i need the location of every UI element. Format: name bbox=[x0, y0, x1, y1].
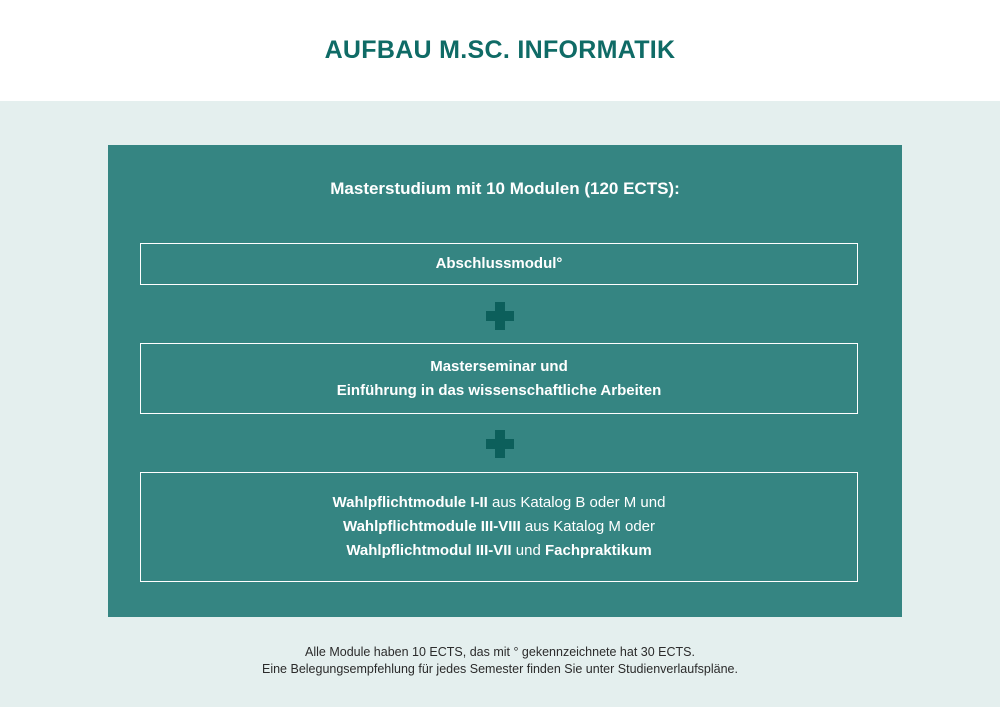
footnote bbox=[0, 644, 1000, 678]
wahlpflicht-line-3-mid: und bbox=[511, 542, 545, 559]
wahlpflicht-line-3-bold-2: Fachpraktikum bbox=[544, 542, 652, 559]
module-box-wahlpflicht bbox=[140, 472, 858, 582]
panel-heading: Masterstudium mit 10 Modulen (120 ECTS): bbox=[330, 179, 680, 198]
masterseminar-line-2: Einführung in das wissenschaftliche Arbeiten bbox=[336, 381, 662, 399]
wahlpflicht-line-2-bold: Wahlpflichtmodule III-VIII bbox=[342, 518, 521, 535]
wahlpflicht-line-1 bbox=[333, 491, 666, 515]
wahlpflicht-line-2 bbox=[343, 515, 655, 539]
abschlussmodul-label: Abschlussmodul° bbox=[435, 255, 563, 272]
module-box-masterseminar bbox=[140, 343, 858, 414]
page-title: AUFBAU M.SC. INFORMATIK bbox=[324, 36, 676, 64]
masterseminar-line-1: Masterseminar und bbox=[430, 357, 568, 375]
plus-icon bbox=[484, 300, 516, 332]
footnote-line-1: Alle Module haben 10 ECTS, das mit ° gekennzeichnete hat 30 ECTS. bbox=[305, 645, 695, 659]
wahlpflicht-line-2-rest: aus Katalog M oder bbox=[520, 518, 656, 535]
wahlpflicht-line-1-bold: Wahlpflichtmodule I-II bbox=[332, 494, 488, 511]
footnote-line-2: Eine Belegungsempfehlung für jedes Semester finden Sie unter Studienverlaufspläne. bbox=[261, 662, 738, 676]
plus-icon bbox=[484, 428, 516, 460]
wahlpflicht-line-1-rest: aus Katalog B oder M und bbox=[487, 494, 666, 511]
module-box-abschlussmodul bbox=[140, 243, 858, 285]
wahlpflicht-line-3 bbox=[346, 539, 651, 563]
wahlpflicht-line-3-bold: Wahlpflichtmodul III-VII bbox=[346, 542, 512, 559]
